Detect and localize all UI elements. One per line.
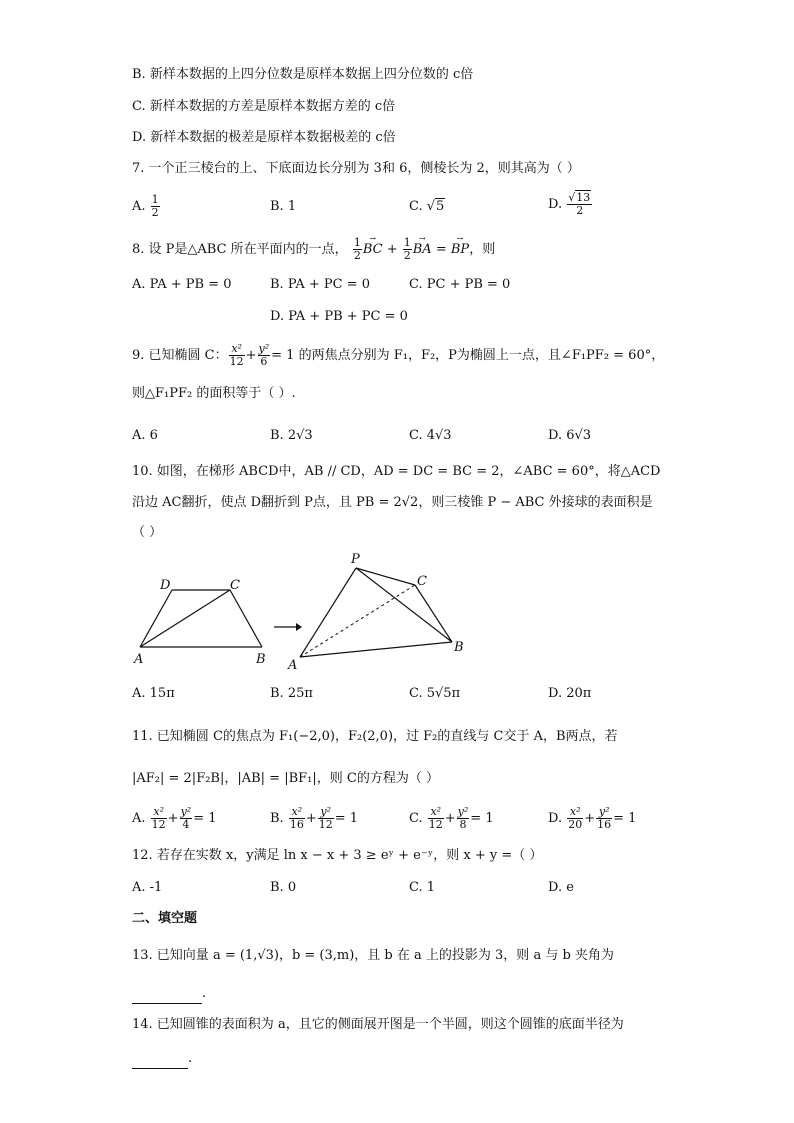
q9-stem-line2: 则△F₁PF₂ 的面积等于（ ）. xyxy=(132,386,296,401)
trap-cb xyxy=(230,590,262,647)
q10-option-c: C. 5√5π xyxy=(409,686,461,701)
label-p: P xyxy=(351,552,360,567)
pyr-pb xyxy=(356,568,452,642)
q7-option-b: B. 1 xyxy=(270,199,297,214)
q14-stem: 14. 已知圆锥的表面积为 a，且它的侧面展开图是一个半圆，则这个圆锥的底面半径为 xyxy=(132,1017,624,1032)
label-a: A xyxy=(134,652,144,667)
trap-ac xyxy=(140,590,230,647)
q11-option-c: C. $\frac{\text{x²}}{12}$ + $\frac{\text{y²}}{8}$ = 1 xyxy=(409,805,494,831)
q13-answer-line: . xyxy=(132,985,206,1004)
q10-stem-line2: 沿边 AC翻折，使点 D翻折到 P点，且 PB = 2√2，则三棱锥 P − ABC 外接球的表面积是 xyxy=(132,495,653,510)
q10-figure xyxy=(130,545,480,675)
label-d: D xyxy=(160,578,171,593)
q8-option-d: D. PA + PB + PC = 0 xyxy=(270,309,408,324)
pyr-ab xyxy=(300,642,452,657)
label-b2: B xyxy=(454,640,464,655)
label-a2: A xyxy=(288,658,298,673)
q10-option-b: B. 25π xyxy=(270,686,313,701)
q14-blank[interactable] xyxy=(132,1050,188,1069)
q9-option-d: D. 6√3 xyxy=(548,428,592,443)
q11-option-d: D. $\frac{\text{x²}}{20}$ + $\frac{\text{y²}}{16}$ = 1 xyxy=(548,805,637,831)
q12-option-b: B. 0 xyxy=(270,880,297,895)
q12-option-c: C. 1 xyxy=(409,880,436,895)
q10-stem-line1: 10. 如图，在梯形 ABCD中，AB // CD，AD = DC = BC = 2，∠ABC = 60°，将△ACD xyxy=(132,464,661,479)
q11-stem-line1: 11. 已知椭圆 C的焦点为 F₁(−2,0)，F₂(2,0)，过 F₂的直线与 C交于 A，B两点，若 xyxy=(132,729,618,744)
q12-stem: 12. 若存在实数 x，y满足 ln x − x + 3 ≥ eʸ + e⁻ʸ，则 x + y =（ ） xyxy=(132,848,543,863)
arrow-head xyxy=(296,623,302,631)
q7-option-a: A. $\frac{1}{2}$ xyxy=(132,193,159,219)
q13-blank[interactable] xyxy=(132,985,202,1004)
q9-stem: 9. 已知椭圆 C： $\frac{\text{x²}}{12}$ + $\frac{\text{y²}}{6}$ = 1 的两焦点分别为 F₁，F₂，P为椭圆上一点，且∠F₁PF₂ = 60°， xyxy=(132,342,665,368)
q11-option-a: A. $\frac{\text{x²}}{12}$ + $\frac{\text{y²}}{4}$ = 1 xyxy=(132,805,217,831)
trap-ad xyxy=(140,590,172,647)
q10-option-a: A. 15π xyxy=(132,686,175,701)
pyr-pc xyxy=(356,568,415,585)
q8-option-c: C. PC + PB = 0 xyxy=(409,277,511,292)
pyr-cb xyxy=(415,585,452,642)
q7-stem: 7. 一个正三棱台的上、下底面边长分别为 3和 6，侧棱长为 2，则其高为（ ） xyxy=(132,161,580,176)
q14-answer-line: . xyxy=(132,1050,192,1069)
q8-option-b: B. PA + PC = 0 xyxy=(270,277,371,292)
label-c: C xyxy=(230,578,240,593)
q9-option-a: A. 6 xyxy=(132,428,158,443)
q12-option-d: D. e xyxy=(548,880,574,895)
label-b: B xyxy=(256,652,266,667)
q11-stem-line2: |AF₂| = 2|F₂B|，|AB| = |BF₁|，则 C的方程为（ ） xyxy=(132,771,439,786)
q7-option-d: D. $\frac{√13}{2}$ xyxy=(548,191,591,217)
section-fill-in-heading: 二、填空题 xyxy=(132,911,198,926)
q10-stem-line3: （ ） xyxy=(132,525,163,540)
q9-option-c: C. 4√3 xyxy=(409,428,452,443)
q9-option-b: B. 2√3 xyxy=(270,428,313,443)
q13-stem: 13. 已知向量 a = (1,√3)，b = (3,m)，且 b 在 a 上的投影为 3，则 a 与 b 夹角为 xyxy=(132,948,614,963)
q8-option-a: A. PA + PB = 0 xyxy=(132,277,232,292)
q6-option-b: B. 新样本数据的上四分位数是原样本数据上四分位数的 c倍 xyxy=(132,67,474,82)
q12-option-a: A. -1 xyxy=(132,880,163,895)
q8-stem: 8. 设 P是△ABC 所在平面内的一点， $\frac{1}{2}$ → BC + $\frac{1}{2}$ → BA = → BP，则 xyxy=(132,237,495,262)
label-c2: C xyxy=(417,574,427,589)
q11-option-b: B. $\frac{\text{x²}}{16}$ + $\frac{\text{y²}}{12}$ = 1 xyxy=(270,805,359,831)
q6-option-d: D. 新样本数据的极差是原样本数据极差的 c倍 xyxy=(132,130,396,145)
pyr-ac-hidden xyxy=(300,585,415,657)
q6-option-c: C. 新样本数据的方差是原样本数据方差的 c倍 xyxy=(132,99,396,114)
pyr-pa xyxy=(300,568,356,657)
q10-option-d: D. 20π xyxy=(548,686,592,701)
q7-option-c: C. √5 xyxy=(409,199,445,214)
